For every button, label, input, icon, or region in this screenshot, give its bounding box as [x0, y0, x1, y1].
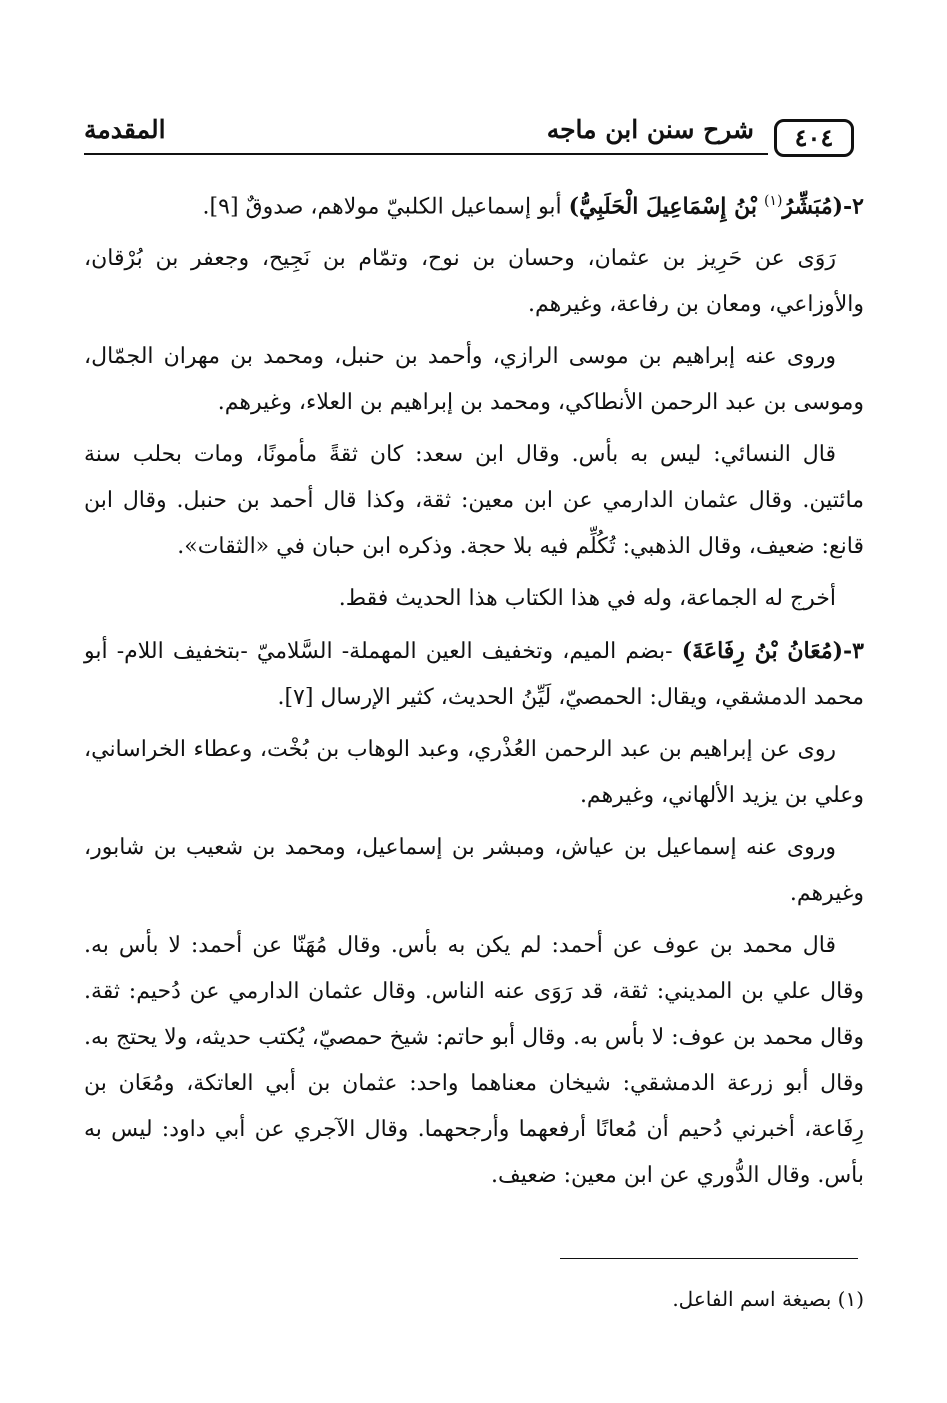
entry-heading-2 [84, 178, 864, 230]
entry-intro: أبو إسماعيل الكلبيّ مولاهم، صدوقٌ [٩]. [202, 194, 562, 220]
entry-number: ٣- [843, 638, 864, 665]
section-title: المقدمة [84, 115, 166, 144]
page-number: ٤٠٤ [774, 119, 854, 157]
paragraph: أخرج له الجماعة، وله في هذا الكتاب هذا الحديث فقط. [338, 586, 836, 612]
narrator-name-rest: بْنُ إِسْمَاعِيلَ الْحَلَبِيُّ) [568, 193, 757, 220]
footnote-reference[interactable]: (١) [763, 193, 783, 209]
paragraph: قال محمد بن عوف عن أحمد: لم يكن به بأس. وقال مُهَنّا عن أحمد: لا بأس به. وقال علي بن المديني: ثقة، قد رَوَى عنه الناس. وقال عثمان الدارمي عن دُحيم: ثقة. وقال محمد بن عوف: لا بأس به. وقال أبو حاتم: شيخ حمصيّ، يُكتب حديثه، ولا يحتج به. وقال أبو زرعة الدمشقي: شيخان معناهما واحد: عثمان بن أبي العاتكة، ومُعَان بن رِفَاعة، أخبرني دُحيم أن مُعانًا أرفعهما وأرجحهما. وقال الآجري عن أبي داود: ليس به بأس. وقال الدُّوري عن ابن معين: ضعيف. [84, 933, 864, 1189]
paragraph: رَوَى عن حَرِيز بن عثمان، وحسان بن نوح، وتمّام بن نَجِيح، وجعفر بن بُرْقان، والأوزاعي، ومعان بن رفاعة، وغيرهم. [84, 246, 864, 318]
entry-intro: -بضم الميم، وتخفيف العين المهملة- السَّلاميّ -بتخفيف اللام- أبو محمد الدمشقي، ويقال: الحمصيّ، لَيِّنُ الحديث، كثير الإرسال [٧]. [84, 639, 864, 711]
page-header [84, 105, 864, 165]
paragraph: قال النسائي: ليس به بأس. وقال ابن سعد: كان ثقةً مأمونًا، ومات بحلب سنة مائتين. وقال عثمان الدارمي عن ابن معين: ثقة، وكذا قال أحمد بن حنبل. وقال ابن قانع: ضعيف، وقال الذهبي: تُكُلِّم فيه بلا حجة. وذكره ابن حبان في «الثقات». [84, 442, 864, 560]
book-title: شرح سنن ابن ماجه [546, 115, 754, 144]
paragraph: وروى عنه إسماعيل بن عياش، ومبشر بن إسماعيل، ومحمد بن شعيب بن شابور، وغيرهم. [84, 835, 864, 907]
entry-heading-3 [84, 628, 864, 721]
paragraph: روى عن إبراهيم بن عبد الرحمن العُذْري، وعبد الوهاب بن بُخْت، وعطاء الخراساني، وعلي بن يزيد الألهاني، وغيرهم. [84, 737, 864, 809]
footnote: (١) بصيغة اسم الفاعل. [672, 1287, 864, 1311]
header-rule [84, 153, 768, 155]
narrator-name: (مُعَانُ بْنُ رِفَاعَةَ) [681, 638, 844, 665]
body-text [84, 178, 864, 1205]
entry-number: ٢- [843, 193, 864, 220]
footnote-rule [560, 1258, 858, 1259]
paragraph: وروى عنه إبراهيم بن موسى الرازي، وأحمد بن حنبل، ومحمد بن مهران الجمّال، وموسى بن عبد الرحمن الأنطاكي، ومحمد بن إبراهيم بن العلاء، وغيرهم. [84, 344, 864, 416]
narrator-name: (مُبَشِّرُ [782, 193, 844, 220]
